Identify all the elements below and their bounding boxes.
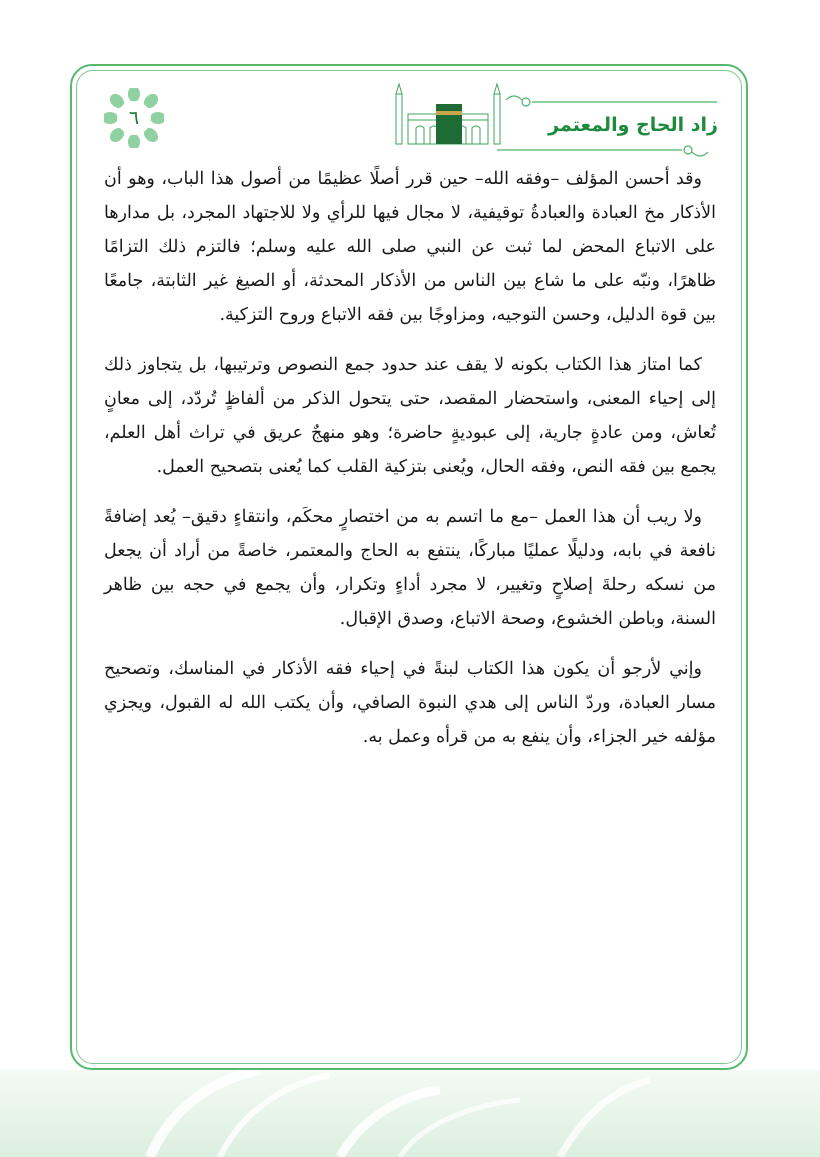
- decorative-bottom-band: [0, 1070, 820, 1157]
- paragraph: وإني لأرجو أن يكون هذا الكتاب لبنةً في إحياء فقه الأذكار في المناسك، وتصحيح مسار العبادة، وردّ الناس إلى هدي النبوة الصافي، وأن يكتب الله له القبول، ويجزي مؤلفه خير الجزاء، وأن ينفع به من قرأه وعمل به.: [104, 659, 716, 747]
- book-title: زاد الحاج والمعتمر: [548, 114, 718, 136]
- page-header: [76, 70, 742, 160]
- main-text: [104, 162, 716, 770]
- wave-ornament-icon: [0, 1070, 820, 1157]
- paragraph: ولا ريب أن هذا العمل –مع ما اتسم به من اختصارٍ محكَم، وانتقاءٍ دقيق– يُعد إضافةً نافعة في بابه، ودليلًا عمليًا مباركًا، ينتفع به الحاج والمعتمر، خاصةً من أراد أن يجعل من نسكه رحلةَ إصلاحٍ وتغيير، لا مجرد أداءٍ وتكرار، وأن يجمع في حجه بين ظاهر السنة، وباطن الخشوع، وصحة الاتباع، وصدق الإقبال.: [104, 507, 716, 629]
- paragraph: كما امتاز هذا الكتاب بكونه لا يقف عند حدود جمع النصوص وترتيبها، بل يتجاوز ذلك إلى إحياء المعنى، واستحضار المقصد، حتى يتحول الذكر من ألفاظٍ تُردّد، إلى معانٍ تُعاش، ومن عادةٍ جارية، إلى عبوديةٍ حاضرة؛ وهو منهجٌ عريق في تراث أهل العلم، يجمع بين فقه النص، وفقه الحال، ويُعنى بتزكية القلب كما يُعنى بتصحيح العمل.: [104, 355, 716, 477]
- paragraph: وقد أحسن المؤلف –وفقه الله– حين قرر أصلًا عظيمًا من أصول هذا الباب، وهو أن الأذكار مخ العبادة والعبادةُ توقيفية، لا مجال فيها للرأي ولا للاجتهاد المجرد، بل مدارها على الاتباع المحض لما ثبت عن النبي صلى الله عليه وسلم؛ فالتزم ذلك التزامًا ظاهرًا، ونبّه على ما شاع بين الناس من الأذكار المحدثة، أو الصيغ غير الثابتة، جامعًا بين قوة الدليل، وحسن التوجيه، ومزاوجًا بين فقه الاتباع وروح التزكية.: [104, 169, 716, 325]
- page-number: ٦: [128, 107, 140, 129]
